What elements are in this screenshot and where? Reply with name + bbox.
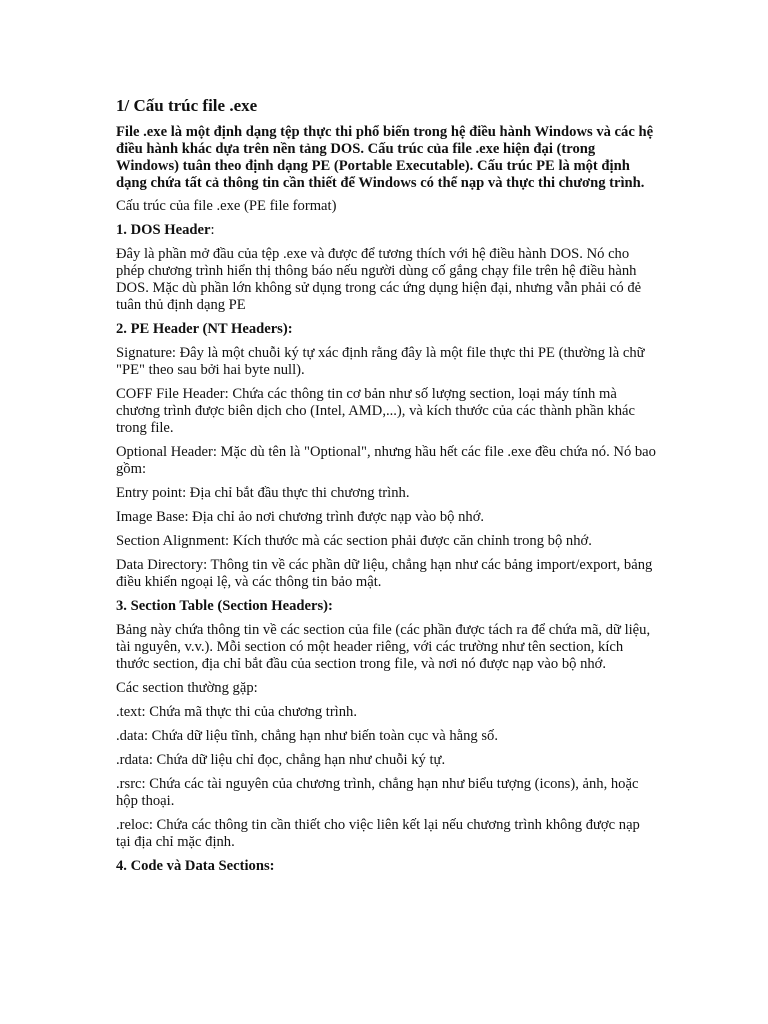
document-title: 1/ Cấu trúc file .exe: [116, 96, 258, 115]
reloc-section-item: .reloc: Chứa các thông tin cần thiết cho việc liên kết lại nếu chương trình không được nạp tại địa chỉ mặc định.: [116, 817, 640, 850]
section-table-description: Bảng này chứa thông tin về các section của file (các phần được tách ra để chứa mã, dữ liệu, tài nguyên, v.v.). Mỗi section có một header riêng, với các trường như tên section, kích thước section, địa chỉ bắt đầu của section trong file, và nơi nó được nạp vào bộ nhớ.: [116, 622, 651, 672]
pe-format-subtitle: Cấu trúc của file .exe (PE file format): [116, 198, 337, 214]
pe-header-heading-text: 2. PE Header (NT Headers):: [116, 321, 293, 337]
code-data-heading: [116, 858, 656, 875]
section-table-heading: [116, 598, 656, 615]
dos-header-heading: [116, 222, 656, 239]
pe-header-heading: [116, 321, 656, 338]
intro-paragraph: File .exe là một định dạng tệp thực thi phổ biến trong hệ điều hành Windows và các hệ điều hành khác dựa trên nền tảng DOS. Cấu trúc của file .exe hiện đại (trong Windows) tuân theo định dạng PE (Portable Executable). Cấu trúc PE là một định dạng chứa tất cả thông tin cần thiết để Windows có thể nạp và thực thi chương trình.: [116, 124, 654, 191]
text-section-item: .text: Chứa mã thực thi của chương trình.: [116, 704, 357, 720]
dos-header-heading-text: 1. DOS Header: [116, 222, 211, 238]
pe-coff-item: COFF File Header: Chứa các thông tin cơ bản như số lượng section, loại máy tính mà chương trình được biên dịch cho (Intel, AMD,...), và kích thước của các thành phần khác trong file.: [116, 386, 635, 436]
pe-entry-point-item: Entry point: Địa chỉ bắt đầu thực thi chương trình.: [116, 485, 410, 501]
rsrc-section-item: .rsrc: Chứa các tài nguyên của chương trình, chẳng hạn như biểu tượng (icons), ảnh, hoặc hộp thoại.: [116, 776, 639, 809]
rdata-section-item: .rdata: Chứa dữ liệu chỉ đọc, chẳng hạn như chuỗi ký tự.: [116, 752, 446, 768]
pe-image-base-item: Image Base: Địa chỉ ảo nơi chương trình được nạp vào bộ nhớ.: [116, 509, 485, 525]
pe-signature-item: Signature: Đây là một chuỗi ký tự xác định rằng đây là một file thực thi PE (thường là chữ "PE" theo sau bởi hai byte null).: [116, 345, 645, 378]
dos-header-body: Đây là phần mở đầu của tệp .exe và được để tương thích với hệ điều hành DOS. Nó cho phép chương trình hiển thị thông báo nếu người dùng cố gắng chạy file trên hệ điều hành DOS. Mặc dù phần lớn không sử dụng trong các ứng dụng hiện đại, nhưng vẫn phải có đẻ tuân thủ định dạng PE: [116, 246, 642, 313]
pe-section-alignment-item: Section Alignment: Kích thước mà các section phải được căn chỉnh trong bộ nhớ.: [116, 533, 592, 549]
pe-optional-header-item: Optional Header: Mặc dù tên là "Optional", nhưng hầu hết các file .exe đều chứa nó. Nó bao gồm:: [116, 444, 656, 477]
data-section-item: .data: Chứa dữ liệu tĩnh, chẳng hạn như biến toàn cục và hằng số.: [116, 728, 498, 744]
dos-header-colon: :: [210, 222, 215, 238]
pe-data-directory-item: Data Directory: Thông tin về các phần dữ liệu, chẳng hạn như các bảng import/export, bảng điều khiển ngoại lệ, và các thông tin bảo mật.: [116, 557, 653, 590]
document-page: [116, 96, 656, 882]
code-data-heading-text: 4. Code và Data Sections:: [116, 858, 275, 874]
section-table-heading-text: 3. Section Table (Section Headers):: [116, 598, 333, 614]
common-sections-label: Các section thường gặp:: [116, 680, 258, 696]
